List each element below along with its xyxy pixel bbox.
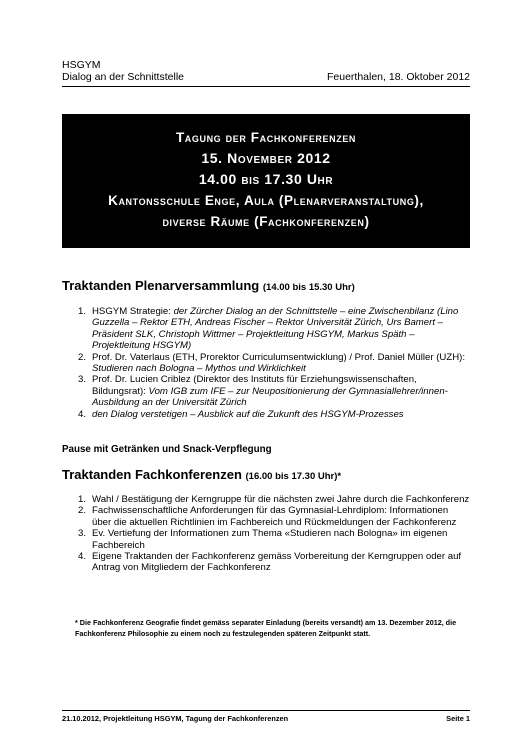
page-number: Seite 1 — [446, 714, 470, 723]
banner-title: Tagung der Fachkonferenzen — [175, 130, 357, 145]
list-item — [62, 494, 470, 505]
item-text: Ev. Vertiefung der Informationen zum Thema «Studieren nach Bologna» im eigenen Fachbereich — [92, 528, 448, 551]
plenary-title: Traktanden Plenarversammlung — [62, 278, 260, 293]
item-number: 4. — [78, 551, 87, 563]
item-number: 2. — [78, 351, 87, 363]
page-footer — [62, 714, 470, 723]
fach-time: (16.00 bis 17.30 Uhr)* — [245, 471, 342, 482]
fach-list — [62, 494, 470, 574]
fach-heading — [62, 467, 341, 485]
banner-rooms: diverse Räume (Fachkonferenzen) — [162, 214, 370, 229]
plenary-heading — [62, 278, 355, 296]
item-italic: Vom IGB zum IFE – zur Neupositionierung der Gymnasiallehrer/innen-Ausbildung an der Universität Zürich — [92, 385, 448, 409]
plenary-time: (14.00 bis 15.30 Uhr) — [262, 282, 355, 293]
item-text: Wahl / Bestätigung der Kerngruppe für die nächsten zwei Jahre durch die Fachkonferenz — [92, 494, 470, 505]
list-item — [62, 528, 470, 551]
item-italic: der Zürcher Dialog an der Schnittstelle – eine Zwischenbilanz (Lino Guzzella – Rektor ETH, Andreas Fischer – Rektor Universität Zürich, Urs Bamert – Präsident SLK, Christoph Wittmer – Projektleitung HSGYM, Markus Späth – Projektleitung HSGYM) — [92, 306, 459, 352]
banner-date: 15. November 2012 — [201, 150, 331, 166]
item-number: 3. — [78, 528, 87, 540]
banner-venue: Kantonsschule Enge, Aula (Plenarveranstaltung), — [108, 193, 424, 208]
item-lead: Prof. Dr. Lucien Criblez (Direktor des Instituts für Erziehungswissenschaften, Bildungsrat): — [92, 374, 417, 397]
list-item — [62, 306, 470, 352]
item-number: 3. — [78, 374, 87, 386]
footer-left: 21.10.2012, Projektleitung HSGYM, Tagung der Fachkonferenzen — [62, 714, 289, 723]
fach-title: Traktanden Fachkonferenzen — [62, 467, 242, 482]
list-item — [62, 374, 470, 408]
list-item — [62, 505, 470, 528]
item-lead: HSGYM Strategie: — [92, 306, 174, 317]
header-row — [62, 71, 470, 83]
item-lead: Prof. Dr. Vaterlaus (ETH, Prorektor Curriculumsentwicklung) / Prof. Daniel Müller (UZH): — [92, 351, 466, 363]
item-number: 1. — [78, 306, 87, 317]
footnote: * Die Fachkonferenz Geografie findet gemäss separater Einladung (bereits versandt) am 13. Dezember 2012, die Fachkonferenz Philosophie zu einem noch zu festzulegenden späteren Zeitpunkt statt. — [75, 618, 457, 638]
header-org: HSGYM — [62, 59, 101, 71]
item-text: Fachwissenschaftliche Anforderungen für das Gymnasial-Lehrdiplom: Informationen über die aktuellen Richtlinien im Fachbereich und Rückmeldungen der Fachkonferenz — [92, 505, 457, 528]
pause-note: Pause mit Getränken und Snack-Verpflegung — [62, 444, 272, 455]
item-number: 1. — [78, 494, 87, 505]
footer-divider — [62, 710, 470, 711]
list-item — [62, 352, 470, 375]
banner-time: 14.00 bis 17.30 Uhr — [198, 171, 334, 187]
event-banner — [62, 114, 470, 248]
item-italic: Studieren nach Bologna – Mythos und Wirklichkeit — [92, 363, 306, 375]
header-subtitle: Dialog an der Schnittstelle — [62, 71, 184, 83]
header-place-date: Feuerthalen, 18. Oktober 2012 — [326, 71, 470, 83]
header-divider — [62, 86, 470, 87]
item-text: Eigene Traktanden der Fachkonferenz gemäss Vorbereitung der Kerngruppen oder auf Antrag von Mitgliedern der Fachkonferenz — [92, 551, 462, 574]
list-item — [62, 409, 470, 420]
plenary-list — [62, 306, 470, 420]
page-header — [62, 59, 470, 83]
list-item — [62, 551, 470, 574]
item-number: 2. — [78, 505, 87, 517]
item-number: 4. — [78, 408, 87, 420]
item-italic: den Dialog verstetigen – Ausblick auf die Zukunft des HSGYM-Prozesses — [92, 408, 404, 420]
